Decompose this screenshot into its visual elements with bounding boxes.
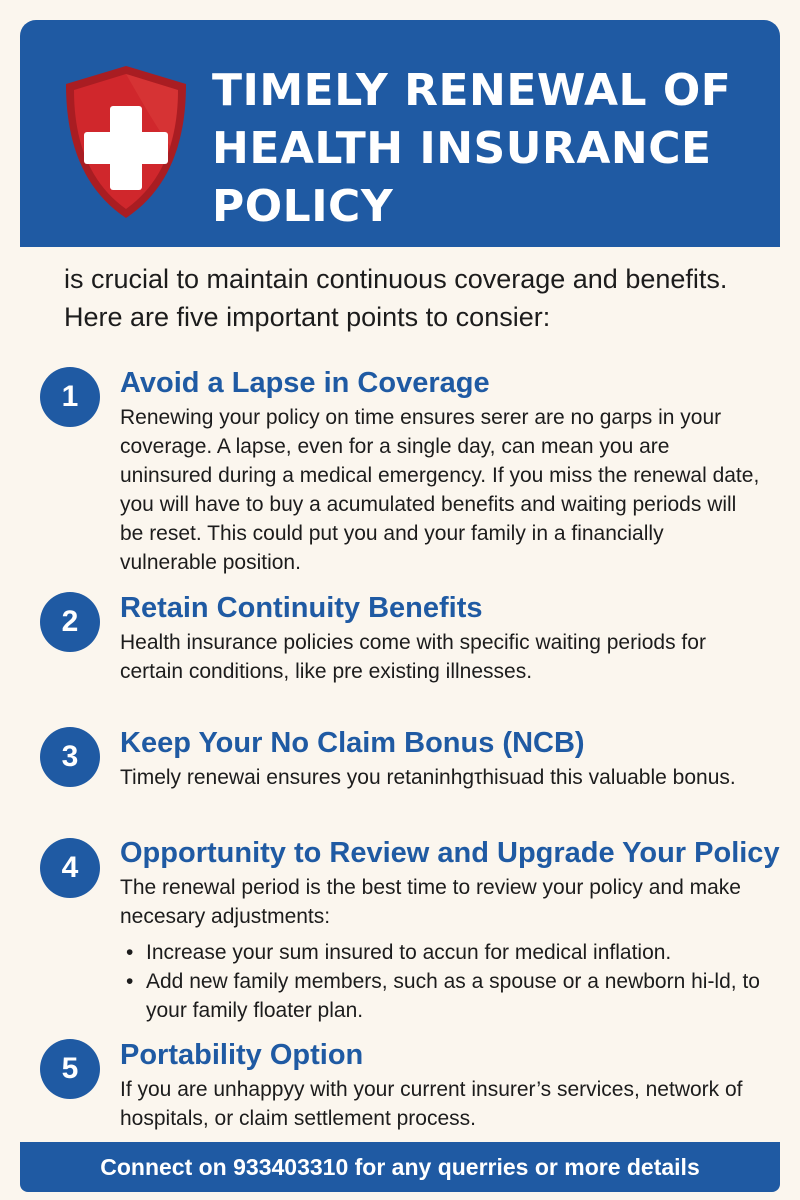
- point-5-title: Portability Option: [120, 1039, 364, 1071]
- page-title: TIMELY RENEWAL OF HEALTH INSURANCE POLICY: [212, 65, 732, 232]
- point-3-title: Keep Your No Claim Bonus (NCB): [120, 727, 585, 759]
- number-badge-3: 3: [40, 727, 100, 787]
- list-item: • Increase your sum insured to accun for medical inflation.: [126, 938, 766, 967]
- point-5-text: If you are unhappyy with your current insurer’s services, network of hospitals, or claim settlement process.: [120, 1078, 743, 1130]
- number-badge-2: 2: [40, 592, 100, 652]
- upgrade-options-list: [126, 938, 766, 1025]
- point-1-title: Avoid a Lapse in Coverage: [120, 367, 490, 399]
- number-badge-1: 1: [40, 367, 100, 427]
- point-3-text: Timely renewai ensures you retaninhgτhisuad this valuable bonus.: [120, 766, 736, 789]
- point-2-title: Retain Continuity Benefits: [120, 592, 483, 624]
- number-badge-4: 4: [40, 838, 100, 898]
- contact-footer: Connect on 933403310 for any querries or more details: [20, 1142, 780, 1192]
- medical-shield-icon: [58, 62, 194, 222]
- point-1-text: Renewing your policy on time ensures serer are no garps in your coverage. A lapse, even for a single day, can mean you are uninsured during a medical emergency. If you miss the renewal date, you will have to buy a acumulated benefits and waiting periods will be reset. This could put you and your family in a financially vulnerable position.: [120, 406, 760, 574]
- point-4-text: The renewal period is the best time to review your policy and make necesary adjustments:: [120, 876, 741, 928]
- header-banner: [20, 20, 780, 247]
- intro-text: is crucial to maintain continuous coverage and benefits. Here are five important points to consier:: [64, 264, 728, 332]
- number-badge-5: 5: [40, 1039, 100, 1099]
- list-item: • Add new family members, such as a spouse or a newborn hi-ld, to your family floater plan.: [126, 967, 766, 1025]
- point-4-title: Opportunity to Review and Upgrade Your Policy: [120, 837, 780, 869]
- point-2-text: Health insurance policies come with specific waiting periods for certain conditions, like pre existing illnesses.: [120, 631, 706, 683]
